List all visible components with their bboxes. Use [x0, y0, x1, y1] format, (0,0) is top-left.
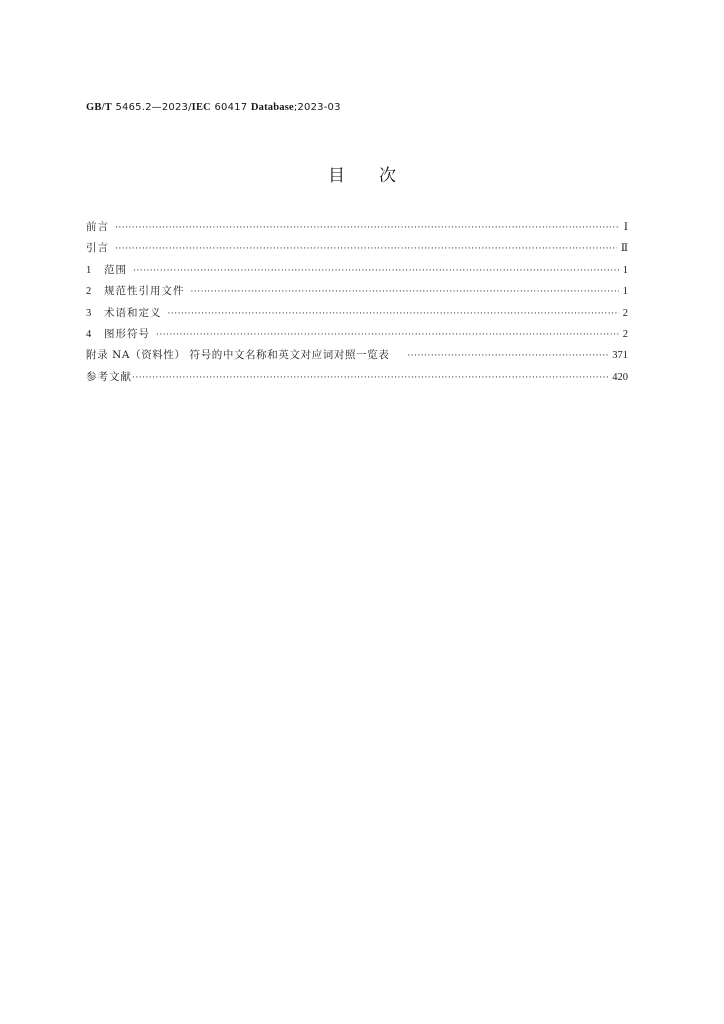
table-of-contents: [86, 217, 628, 388]
toc-entry-label: 规范性引用文件: [104, 285, 185, 298]
toc-entry-page: 1: [622, 264, 628, 276]
toc-entry-label: 附录 NA（资料性） 符号的中文名称和英文对应词对照一览表: [86, 349, 390, 362]
standard-prefix: GB/T: [86, 102, 112, 113]
toc-entry-number: 4: [86, 328, 92, 340]
toc-entry-page: Ⅰ: [623, 222, 628, 233]
toc-dot-leader: [115, 218, 620, 239]
toc-entry-label: 引言: [86, 242, 109, 255]
toc-entry-page: 2: [622, 307, 628, 319]
toc-entry-introduction[interactable]: [86, 238, 628, 259]
toc-entry-graphical-symbols[interactable]: [86, 324, 628, 345]
database-label: Database: [250, 102, 294, 113]
toc-entry-scope[interactable]: [86, 260, 628, 281]
toc-dot-leader: [407, 346, 608, 367]
toc-entry-page: Ⅱ: [620, 243, 628, 255]
toc-entry-terms-definitions[interactable]: [86, 303, 628, 324]
iec-prefix: IEC: [191, 102, 211, 113]
toc-entry-normative-references[interactable]: [86, 281, 628, 302]
toc-entry-label: 参考文献: [86, 370, 132, 383]
toc-entry-number: 2: [86, 286, 92, 298]
toc-dot-leader: [133, 261, 619, 282]
toc-entry-annex-na[interactable]: [86, 345, 628, 366]
toc-entry-label: 术语和定义: [104, 306, 162, 319]
toc-dot-leader: [132, 368, 608, 389]
toc-entry-label: 范围: [104, 263, 127, 276]
toc-dot-leader: [156, 325, 619, 346]
toc-entry-number: 1: [86, 264, 92, 276]
iec-number: 60417: [214, 102, 248, 113]
standard-number: 5465.2—2023/: [115, 102, 192, 113]
toc-entry-page: 2: [622, 328, 628, 340]
page-title: 目次: [328, 166, 430, 186]
edition-label: ;2023-03: [293, 102, 341, 113]
toc-dot-leader: [168, 304, 619, 325]
toc-entry-page: 1: [622, 286, 628, 298]
toc-entry-label: 图形符号: [104, 327, 150, 340]
toc-entry-label: 前言: [86, 221, 109, 233]
toc-entry-page: 371: [612, 350, 628, 362]
toc-entry-number: 3: [86, 307, 92, 319]
toc-dot-leader: [191, 282, 619, 303]
toc-entry-foreword[interactable]: [86, 217, 628, 238]
document-header: [86, 101, 341, 113]
toc-entry-page: 420: [612, 371, 628, 383]
toc-dot-leader: [115, 239, 617, 260]
toc-entry-bibliography[interactable]: [86, 367, 628, 388]
